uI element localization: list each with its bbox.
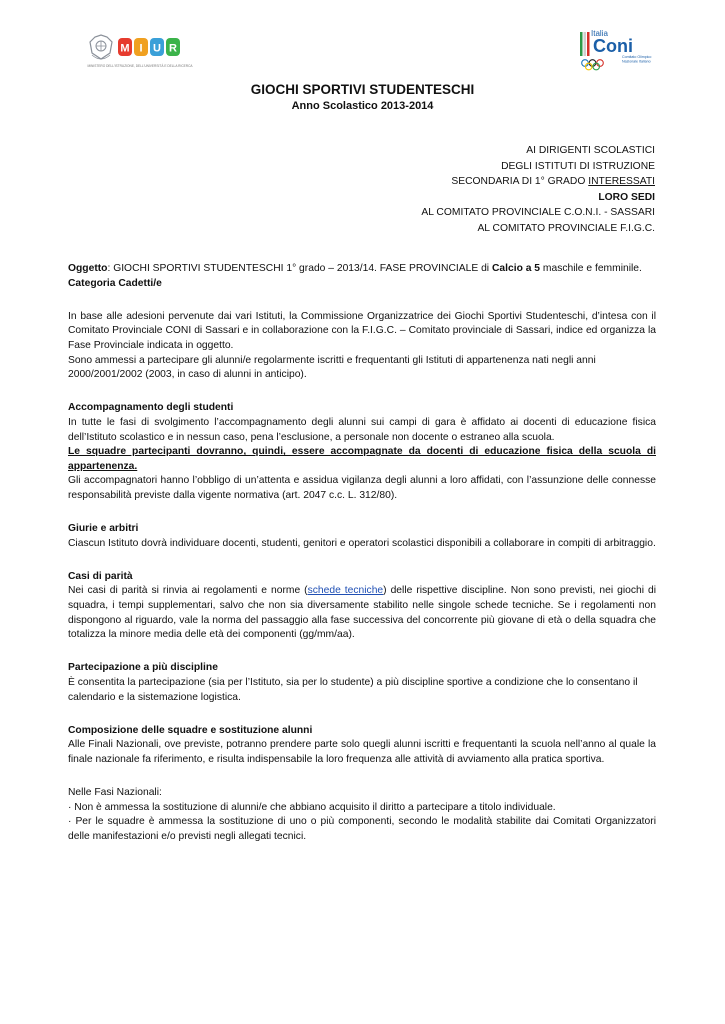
oggetto-line — [68, 262, 656, 277]
title-block — [0, 82, 725, 113]
bullet-item: · Per le squadre è ammessa la sostituzione di uno o più componenti, secondo le modalità stabilite dai Comitati Organizzatori delle manifestazioni e/o previsti negli allegati tecnici. — [68, 816, 656, 842]
bullet-item: · Non è ammessa la sostituzione di alunni/e che abbiano acquisito il diritto a partecipare a titolo individuale. — [68, 801, 556, 813]
oggetto-text: : GIOCHI SPORTIVI STUDENTESCHI 1° grado – 2013/14. FASE PROVINCIALE di — [107, 263, 492, 274]
parita-text: Nei casi di parità si rinvia ai regolamenti e norme ( — [68, 585, 308, 597]
addressee-line: AL COMITATO PROVINCIALE F.I.G.C. — [477, 222, 655, 234]
coni-caption-line2: Nazionale Italiano — [622, 59, 651, 64]
coni-olympic-logo-icon — [578, 26, 656, 76]
oggetto-text-end: maschile e femminile. — [540, 263, 642, 274]
section-heading: Casi di parità — [68, 570, 133, 582]
schede-tecniche-link[interactable]: schede tecniche — [307, 585, 384, 597]
section-paragraph — [68, 584, 656, 642]
section-emphasis: Le squadre partecipanti dovranno, quindi, essere accompagnate da docenti di educazione fisica della scuola di appartenenza. — [68, 446, 656, 472]
addressee-line: AL COMITATO PROVINCIALE C.O.N.I. - SASSARI — [421, 207, 655, 219]
intro-paragraph: Sono ammessi a partecipare gli alunni/e regolarmente iscritti e frequentanti gli Istituti di appartenenza nati negli anni 2000/2001/2002 (2003, in caso di alunni in anticipo). — [68, 354, 596, 381]
section-heading: Composizione delle squadre e sostituzione alunni — [68, 724, 313, 736]
section-heading: Partecipazione a più discipline — [68, 662, 218, 674]
section-paragraph: In tutte le fasi di svolgimento l’accompagnamento degli alunni sui campi di gara è affidato ai docenti di educazione fisica dell’Istituto scolastico e in nessun caso, pena l’esclusione, a personale non docente o estraneo alla scuola. — [68, 416, 656, 443]
addressee-block — [421, 143, 655, 237]
section-paragraph: Alle Finali Nazionali, ove previste, potranno prendere parte solo quegli alunni iscritti e frequentanti la scuola nell’anno al quale la finale nazionale fa riferimento, e risulta indispensabile la loro frequenza alle attività di avviamento alla pratica sportiva. — [68, 739, 656, 765]
miur-caption: MINISTERO DELL'ISTRUZIONE, DELL'UNIVERSITÀ E DELLA RICERCA — [87, 64, 193, 68]
oggetto-category: Categoria Cadetti/e — [68, 277, 162, 289]
parita-text: ) delle rispettive discipline. Non sono previsti, nei giochi di squadra, i tempi supplementari, salvo che non sia diversamente stabilito nelle singole schede tecniche. Se i regolamenti non dispongono al riguardo, vale la norma del passaggio alla fase successiva del concorrente più giovane di età o della squadra che totalizza la minore media delle età dei componenti (gg/mm/aa). — [68, 585, 656, 641]
section-paragraph: È consentita la partecipazione (sia per l’Istituto, sia per lo studente) a più discipline sportive a condizione che lo consentano il calendario e la sistemazione logistica. — [68, 677, 638, 703]
addressee-line — [421, 174, 655, 190]
document-title: GIOCHI SPORTIVI STUDENTESCHI — [250, 82, 475, 97]
addressee-text: SECONDARIA DI 1° GRADO — [451, 176, 589, 188]
addressee-line: DEGLI ISTITUTI DI ISTRUZIONE — [501, 160, 655, 172]
coni-name-text: Coni — [593, 36, 633, 56]
document-body — [68, 262, 656, 845]
addressee-underlined-text: INTERESSATI — [588, 176, 655, 188]
coni-italia-text: Italia — [591, 29, 608, 38]
svg-text:U: U — [153, 42, 161, 55]
section-paragraph: Ciascun Istituto dovrà individuare docenti, studenti, genitori e operatori scolastici disponibili a collaborare in compiti di arbitraggio. — [68, 537, 656, 549]
document-subtitle: Anno Scolastico 2013-2014 — [291, 100, 434, 112]
section-paragraph: Gli accompagnatori hanno l’obbligo di un’attenta e assidua vigilanza degli alunni a loro affidati, con l’assunzione delle connesse responsabilità previste dalla vigente normativa (art. 2047 c.c. L. 312/80). — [68, 475, 656, 501]
intro-paragraph: In base alle adesioni pervenute dai vari Istituti, la Commissione Organizzatrice dei Giochi Sportivi Studenteschi, d’intesa con il Comitato Provinciale CONI di Sassari e in collaborazione con la F.I.G.C. – Comitato provinciale di Sassari, indice ed organizza la Fase Provinciale indicata in oggetto. — [68, 310, 656, 351]
section-paragraph: Nelle Fasi Nazionali: — [68, 787, 162, 799]
oggetto-sport: Calcio a 5 — [491, 263, 541, 274]
section-heading: Accompagnamento degli studenti — [68, 402, 234, 414]
addressee-line: LORO SEDI — [598, 191, 655, 203]
svg-text:M: M — [120, 42, 130, 55]
section-heading: Giurie e arbitri — [68, 523, 139, 535]
svg-text:I: I — [139, 42, 143, 55]
addressee-line: AI DIRIGENTI SCOLASTICI — [526, 145, 655, 156]
oggetto-label: Oggetto — [68, 263, 108, 274]
miur-emblem-logo-icon — [78, 32, 202, 72]
svg-text:R: R — [169, 42, 177, 55]
coni-caption-line1: Comitato Olimpico — [622, 55, 652, 59]
